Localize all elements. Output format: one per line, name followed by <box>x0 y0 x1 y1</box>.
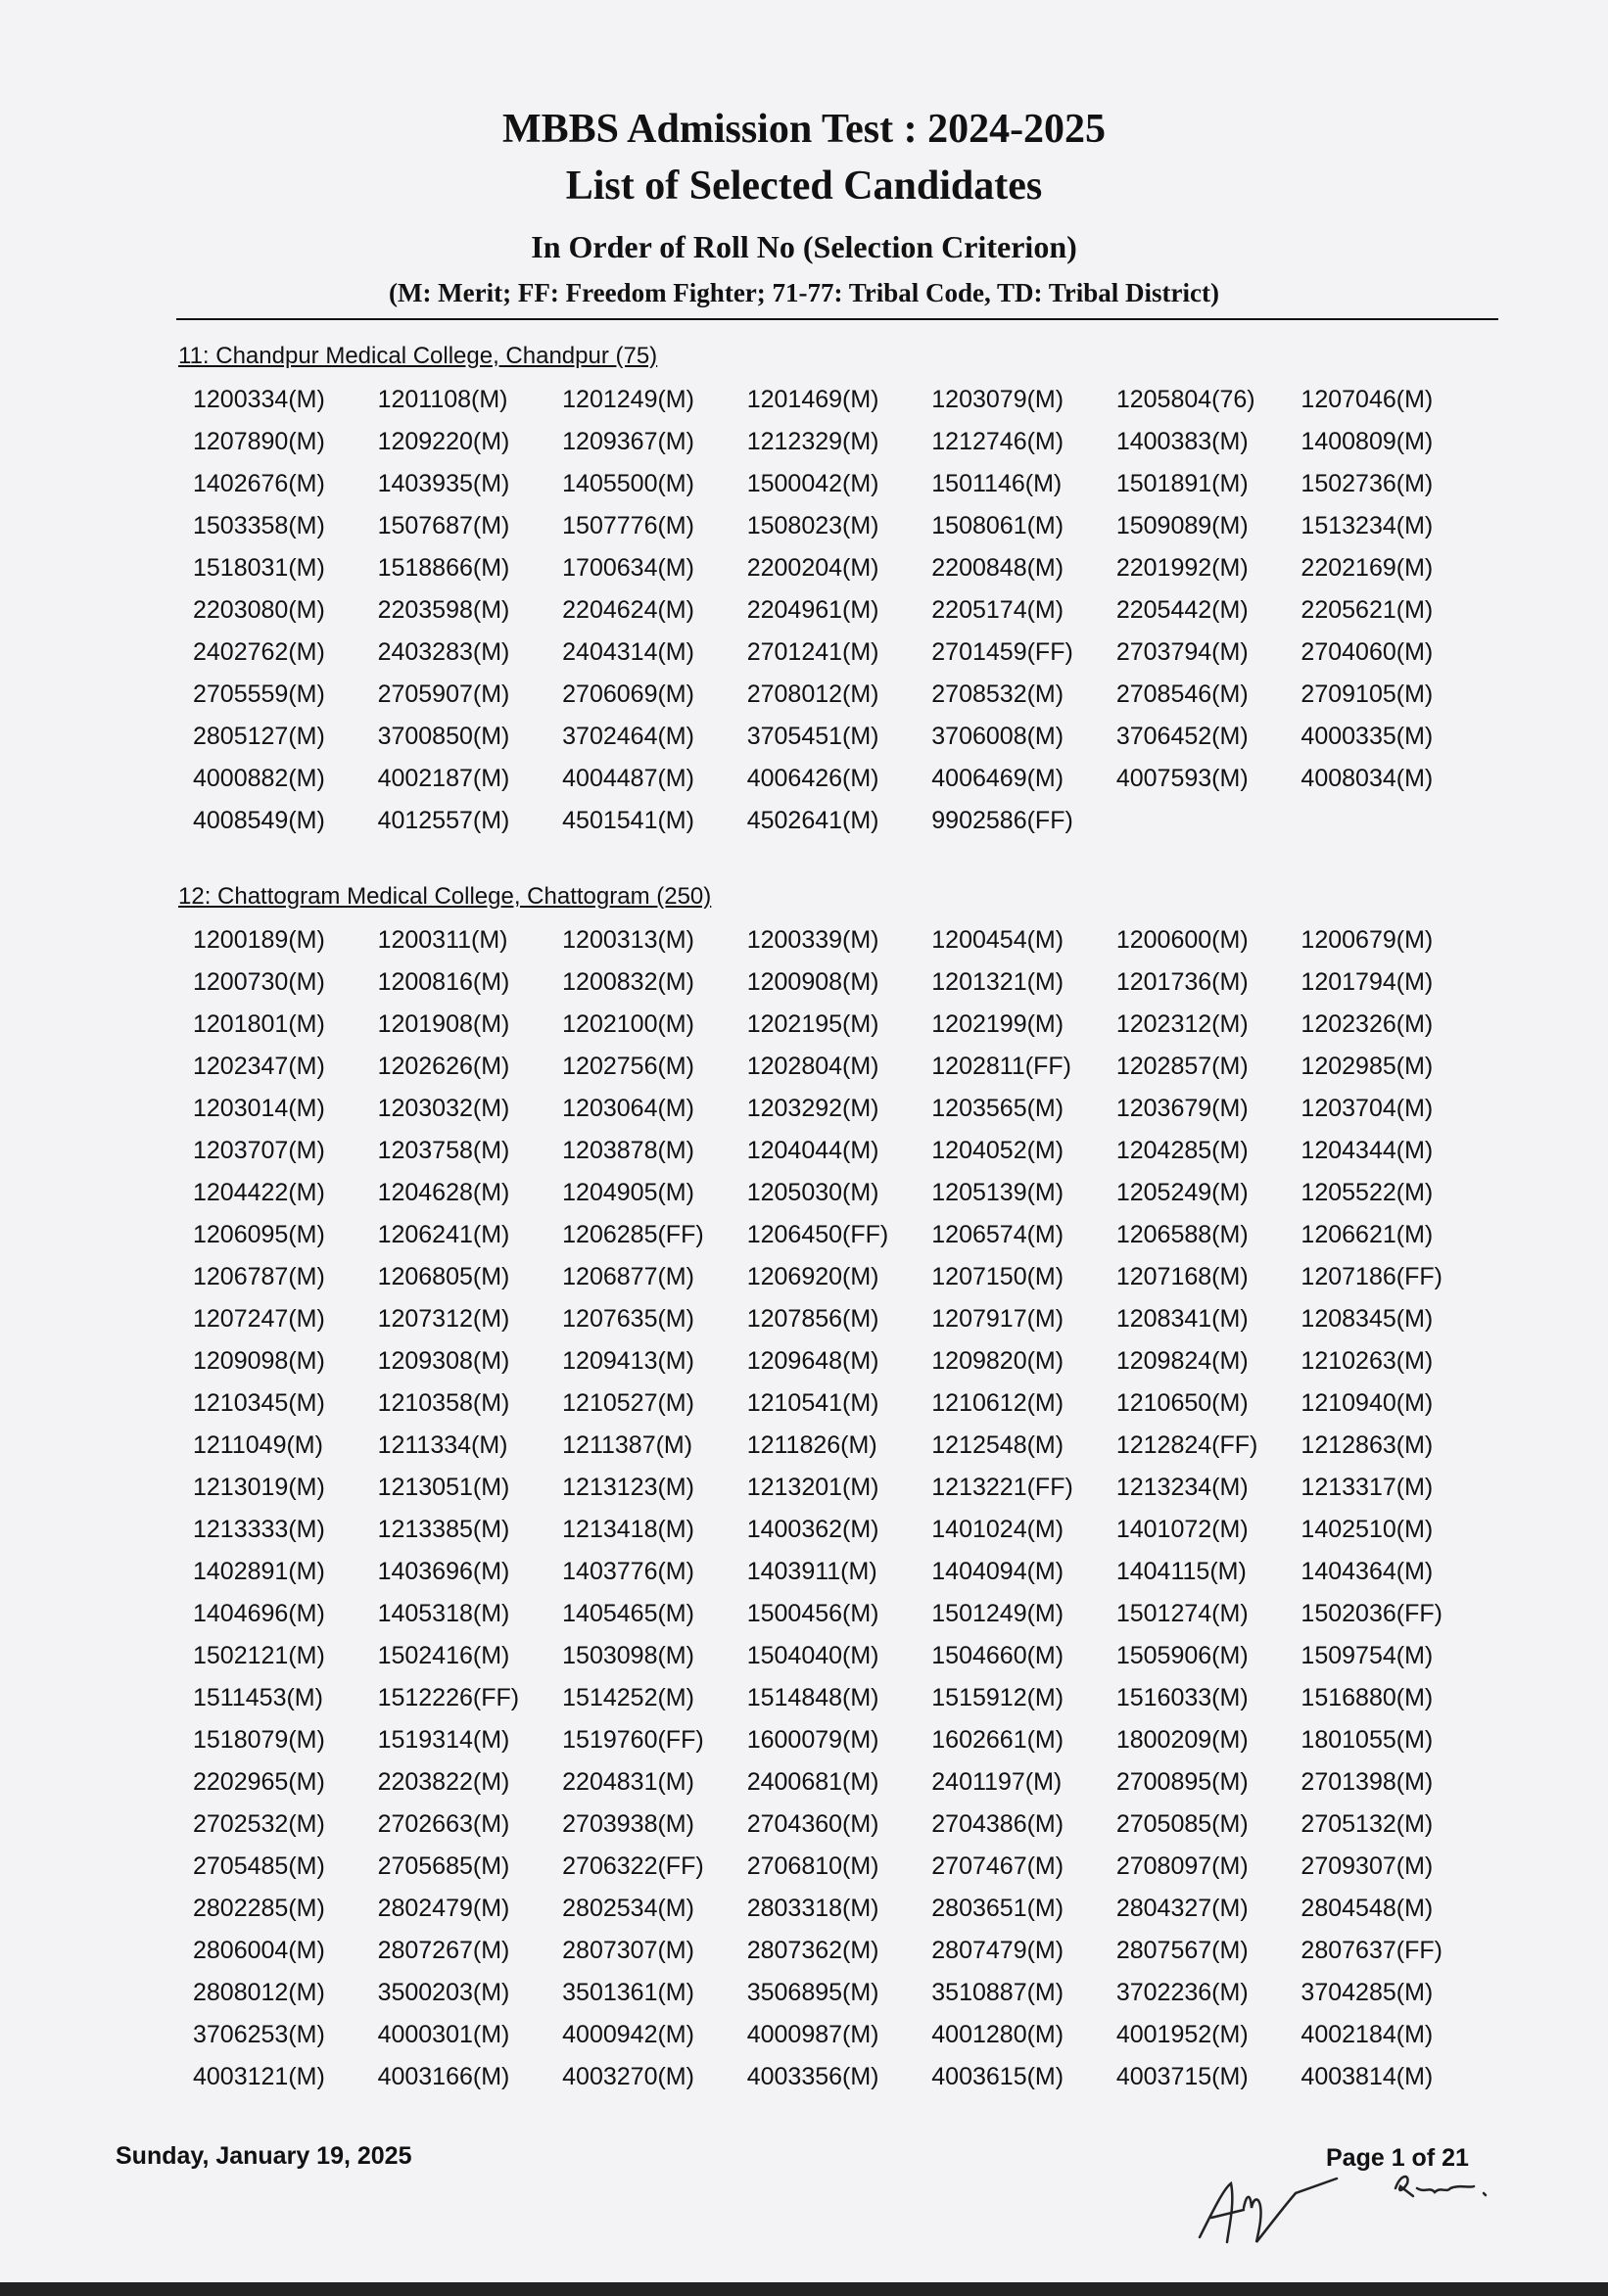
roll-number: 3702464(M) <box>562 723 694 750</box>
roll-number: 1213019(M) <box>193 1474 325 1501</box>
roll-number: 2701398(M) <box>1301 1768 1434 1796</box>
roll-number: 1518031(M) <box>193 554 325 582</box>
roll-number: 1206805(M) <box>377 1263 510 1290</box>
roll-grid-chattogram <box>193 919 1486 2098</box>
roll-number: 1203292(M) <box>746 1095 879 1122</box>
roll-number: 1207856(M) <box>746 1305 879 1333</box>
roll-number: 1211049(M) <box>193 1431 323 1459</box>
roll-number: 2204961(M) <box>746 596 879 624</box>
roll-number: 2803318(M) <box>746 1895 879 1922</box>
roll-number: 2205621(M) <box>1301 596 1434 624</box>
roll-number: 1207046(M) <box>1301 386 1434 413</box>
roll-number: 2802479(M) <box>377 1895 510 1922</box>
roll-number: 1203878(M) <box>562 1137 694 1164</box>
roll-number: 1213333(M) <box>193 1516 325 1543</box>
roll-number: 1800209(M) <box>1115 1726 1249 1754</box>
roll-number: 1206450(FF) <box>746 1221 889 1248</box>
roll-number: 2203080(M) <box>193 596 325 624</box>
roll-number: 4502641(M) <box>746 807 879 834</box>
roll-number: 1501274(M) <box>1115 1600 1249 1627</box>
roll-number: 1200313(M) <box>562 926 694 954</box>
roll-number: 1207150(M) <box>931 1263 1064 1290</box>
roll-number: 4012557(M) <box>377 807 510 834</box>
roll-number: 1203014(M) <box>193 1095 325 1122</box>
roll-number: 1213418(M) <box>562 1516 694 1543</box>
roll-number: 3706008(M) <box>931 723 1064 750</box>
roll-number: 1202326(M) <box>1301 1010 1434 1038</box>
roll-number: 2204831(M) <box>562 1768 694 1796</box>
roll-number: 1202312(M) <box>1115 1010 1249 1038</box>
roll-number: 1208341(M) <box>1115 1305 1249 1333</box>
roll-number: 1201108(M) <box>377 386 508 413</box>
roll-number: 1403935(M) <box>377 470 510 497</box>
roll-number: 2803651(M) <box>931 1895 1064 1922</box>
roll-number: 2202965(M) <box>193 1768 325 1796</box>
roll-number: 1202804(M) <box>746 1053 879 1080</box>
roll-number: 1207312(M) <box>377 1305 510 1333</box>
roll-number: 2701241(M) <box>746 638 879 666</box>
roll-number: 1204052(M) <box>931 1137 1064 1164</box>
roll-number: 1211334(M) <box>377 1431 508 1459</box>
legend-line: (M: Merit; FF: Freedom Fighter; 71-77: Tribal Code, TD: Tribal District) <box>388 278 1220 307</box>
roll-number: 1210345(M) <box>193 1389 325 1417</box>
roll-number: 1403911(M) <box>746 1558 877 1585</box>
roll-number: 1201794(M) <box>1301 968 1434 996</box>
roll-number: 1203064(M) <box>562 1095 694 1122</box>
roll-number: 1209824(M) <box>1115 1347 1249 1375</box>
roll-number: 3506895(M) <box>746 1979 879 2006</box>
page-bottom-edge <box>0 2282 1608 2296</box>
roll-number: 2404314(M) <box>562 638 694 666</box>
roll-number: 2203822(M) <box>377 1768 510 1796</box>
roll-number: 4002184(M) <box>1301 2021 1434 2048</box>
roll-number: 1212329(M) <box>746 428 879 455</box>
roll-number: 1202195(M) <box>746 1010 879 1038</box>
roll-number: 2807307(M) <box>562 1937 694 1964</box>
roll-number: 2807479(M) <box>931 1937 1064 1964</box>
roll-number: 1207917(M) <box>931 1305 1064 1333</box>
roll-number: 2204624(M) <box>562 596 694 624</box>
roll-number: 1206621(M) <box>1301 1221 1434 1248</box>
roll-number: 1202985(M) <box>1301 1053 1434 1080</box>
roll-number: 1206241(M) <box>377 1221 510 1248</box>
roll-number: 1212824(FF) <box>1115 1431 1258 1459</box>
roll-number: 1200832(M) <box>562 968 694 996</box>
roll-number: 1200189(M) <box>193 926 325 954</box>
roll-grid-chandpur <box>193 379 1486 842</box>
roll-number: 1508061(M) <box>931 512 1064 539</box>
roll-number: 1206285(FF) <box>562 1221 704 1248</box>
roll-number: 1210541(M) <box>746 1389 879 1417</box>
roll-number: 4001280(M) <box>931 2021 1064 2048</box>
roll-number: 1205804(76) <box>1115 386 1255 413</box>
roll-number: 1209367(M) <box>562 428 694 455</box>
roll-number: 1201469(M) <box>746 386 879 413</box>
document-subtitle: List of Selected Candidates <box>565 164 1043 209</box>
document-title: MBBS Admission Test : 2024-2025 <box>501 107 1107 152</box>
roll-number: 1502736(M) <box>1301 470 1434 497</box>
roll-number: 2804548(M) <box>1301 1895 1434 1922</box>
page-number: Page 1 of 21 <box>1326 2144 1469 2172</box>
roll-number: 2205442(M) <box>1115 596 1249 624</box>
roll-number: 1204905(M) <box>562 1179 694 1206</box>
roll-number: 4003715(M) <box>1115 2063 1249 2090</box>
roll-number: 1700634(M) <box>562 554 694 582</box>
roll-number: 2201992(M) <box>1115 554 1249 582</box>
roll-number: 1502036(FF) <box>1301 1600 1442 1627</box>
roll-number: 1504040(M) <box>746 1642 879 1669</box>
roll-number: 1801055(M) <box>1301 1726 1434 1754</box>
roll-number: 3501361(M) <box>562 1979 694 2006</box>
roll-number: 1519314(M) <box>377 1726 510 1754</box>
roll-number: 2708012(M) <box>746 680 879 708</box>
roll-number: 1213201(M) <box>746 1474 879 1501</box>
roll-number: 2706810(M) <box>746 1852 879 1880</box>
roll-number: 2705132(M) <box>1301 1810 1434 1838</box>
roll-number: 1400362(M) <box>746 1516 879 1543</box>
roll-number: 4004487(M) <box>562 765 694 792</box>
roll-number: 2401197(M) <box>931 1768 1063 1796</box>
roll-number: 1402510(M) <box>1301 1516 1434 1543</box>
roll-number: 2807637(FF) <box>1301 1937 1442 1964</box>
roll-number: 1210940(M) <box>1301 1389 1434 1417</box>
roll-number: 1502121(M) <box>193 1642 325 1669</box>
roll-number: 1507687(M) <box>377 512 510 539</box>
roll-number: 1202199(M) <box>931 1010 1064 1038</box>
roll-number: 4000942(M) <box>562 2021 694 2048</box>
roll-number: 1512226(FF) <box>377 1684 520 1711</box>
roll-number: 1505906(M) <box>1115 1642 1249 1669</box>
roll-number: 2802285(M) <box>193 1895 325 1922</box>
roll-number: 2403283(M) <box>377 638 510 666</box>
roll-number: 1207890(M) <box>193 428 325 455</box>
roll-number: 1204285(M) <box>1115 1137 1249 1164</box>
roll-number: 1400383(M) <box>1115 428 1249 455</box>
roll-number: 1203707(M) <box>193 1137 325 1164</box>
roll-number: 1202100(M) <box>562 1010 694 1038</box>
roll-number: 1210263(M) <box>1301 1347 1434 1375</box>
roll-number: 1404115(M) <box>1115 1558 1247 1585</box>
roll-number: 4003356(M) <box>746 2063 879 2090</box>
roll-number: 3704285(M) <box>1301 1979 1434 2006</box>
roll-number: 1602661(M) <box>931 1726 1064 1754</box>
roll-number: 4003615(M) <box>931 2063 1064 2090</box>
roll-number: 1207635(M) <box>562 1305 694 1333</box>
roll-number: 1404696(M) <box>193 1600 325 1627</box>
roll-number: 1210612(M) <box>931 1389 1064 1417</box>
roll-number: 2808012(M) <box>193 1979 325 2006</box>
roll-number: 1205522(M) <box>1301 1179 1434 1206</box>
roll-number: 1515912(M) <box>931 1684 1064 1711</box>
roll-number: 2705559(M) <box>193 680 325 708</box>
roll-number: 1200679(M) <box>1301 926 1434 954</box>
roll-number: 2200204(M) <box>746 554 879 582</box>
roll-number: 1202756(M) <box>562 1053 694 1080</box>
roll-number: 4003814(M) <box>1301 2063 1434 2090</box>
roll-number: 1519760(FF) <box>562 1726 704 1754</box>
header-divider <box>176 318 1498 320</box>
roll-number: 4000301(M) <box>377 2021 510 2048</box>
footer-date: Sunday, January 19, 2025 <box>116 2142 412 2170</box>
roll-number: 1213317(M) <box>1301 1474 1434 1501</box>
roll-number: 4006469(M) <box>931 765 1064 792</box>
roll-number: 1202811(FF) <box>931 1053 1071 1080</box>
roll-number: 4007593(M) <box>1115 765 1249 792</box>
roll-number: 2705485(M) <box>193 1852 325 1880</box>
roll-number: 4008549(M) <box>193 807 325 834</box>
roll-number: 1203679(M) <box>1115 1095 1249 1122</box>
roll-number: 1401072(M) <box>1115 1516 1249 1543</box>
roll-number: 1211387(M) <box>562 1431 693 1459</box>
roll-number: 2705907(M) <box>377 680 510 708</box>
roll-number: 2807362(M) <box>746 1937 879 1964</box>
roll-number: 1212863(M) <box>1301 1431 1434 1459</box>
roll-number: 2700895(M) <box>1115 1768 1249 1796</box>
roll-number: 4000882(M) <box>193 765 325 792</box>
roll-number: 1212746(M) <box>931 428 1064 455</box>
roll-number: 9902586(FF) <box>931 807 1073 834</box>
roll-number: 1209648(M) <box>746 1347 879 1375</box>
roll-number: 1213051(M) <box>377 1474 510 1501</box>
roll-number: 1509754(M) <box>1301 1642 1434 1669</box>
roll-number: 2205174(M) <box>931 596 1064 624</box>
roll-number: 1209413(M) <box>562 1347 694 1375</box>
roll-number: 1516880(M) <box>1301 1684 1434 1711</box>
roll-number: 1203079(M) <box>931 386 1064 413</box>
roll-number: 2705685(M) <box>377 1852 510 1880</box>
roll-number: 1200816(M) <box>377 968 510 996</box>
roll-number: 1502416(M) <box>377 1642 510 1669</box>
roll-number: 1200334(M) <box>193 386 325 413</box>
roll-number: 1405318(M) <box>377 1600 510 1627</box>
roll-number: 2402762(M) <box>193 638 325 666</box>
roll-number: 1404094(M) <box>931 1558 1064 1585</box>
roll-number: 3510887(M) <box>931 1979 1064 2006</box>
roll-number: 1207168(M) <box>1115 1263 1249 1290</box>
roll-number: 3500203(M) <box>377 1979 510 2006</box>
roll-number: 1209220(M) <box>377 428 510 455</box>
roll-number: 1204628(M) <box>377 1179 510 1206</box>
roll-number: 1207247(M) <box>193 1305 325 1333</box>
roll-number: 1209308(M) <box>377 1347 510 1375</box>
roll-number: 1203565(M) <box>931 1095 1064 1122</box>
roll-number: 1205139(M) <box>931 1179 1064 1206</box>
roll-number: 1516033(M) <box>1115 1684 1249 1711</box>
roll-number: 1213221(FF) <box>931 1474 1073 1501</box>
roll-number: 4006426(M) <box>746 765 879 792</box>
roll-number: 1501891(M) <box>1115 470 1249 497</box>
roll-number: 1201736(M) <box>1115 968 1249 996</box>
roll-number: 2706069(M) <box>562 680 694 708</box>
signature <box>1190 2149 1513 2257</box>
roll-number: 1206095(M) <box>193 1221 325 1248</box>
roll-number: 4008034(M) <box>1301 765 1434 792</box>
roll-number: 1504660(M) <box>931 1642 1064 1669</box>
section-title-chandpur: 11: Chandpur Medical College, Chandpur (75) <box>178 343 658 369</box>
roll-number: 1210527(M) <box>562 1389 694 1417</box>
roll-number: 1212548(M) <box>931 1431 1064 1459</box>
roll-number: 2705085(M) <box>1115 1810 1249 1838</box>
roll-number: 2704060(M) <box>1301 638 1434 666</box>
roll-number: 1208345(M) <box>1301 1305 1434 1333</box>
roll-number: 2701459(FF) <box>931 638 1073 666</box>
roll-number: 1210358(M) <box>377 1389 510 1417</box>
roll-number: 1211826(M) <box>746 1431 877 1459</box>
roll-number: 1202347(M) <box>193 1053 325 1080</box>
roll-number: 4001952(M) <box>1115 2021 1249 2048</box>
roll-number: 2707467(M) <box>931 1852 1064 1880</box>
roll-number: 4002187(M) <box>377 765 510 792</box>
roll-number: 1202626(M) <box>377 1053 510 1080</box>
roll-number: 1207186(FF) <box>1301 1263 1442 1290</box>
roll-number: 1501249(M) <box>931 1600 1064 1627</box>
roll-number: 2200848(M) <box>931 554 1064 582</box>
roll-number: 1518079(M) <box>193 1726 325 1754</box>
roll-number: 2806004(M) <box>193 1937 325 1964</box>
roll-number: 1204422(M) <box>193 1179 325 1206</box>
roll-number: 2704360(M) <box>746 1810 879 1838</box>
roll-number: 1402891(M) <box>193 1558 325 1585</box>
roll-number: 4501541(M) <box>562 807 694 834</box>
roll-number: 2202169(M) <box>1301 554 1434 582</box>
roll-number: 1202857(M) <box>1115 1053 1249 1080</box>
roll-number: 2706322(FF) <box>562 1852 704 1880</box>
roll-number: 1403696(M) <box>377 1558 510 1585</box>
roll-number: 1518866(M) <box>377 554 510 582</box>
roll-number: 1213123(M) <box>562 1474 694 1501</box>
roll-number: 1405465(M) <box>562 1600 694 1627</box>
roll-number: 1600079(M) <box>746 1726 879 1754</box>
roll-number: 2704386(M) <box>931 1810 1064 1838</box>
roll-number: 1507776(M) <box>562 512 694 539</box>
roll-number: 1201321(M) <box>931 968 1064 996</box>
roll-number: 1201249(M) <box>562 386 694 413</box>
roll-number: 1200908(M) <box>746 968 879 996</box>
roll-number: 2702663(M) <box>377 1810 510 1838</box>
roll-number: 2203598(M) <box>377 596 510 624</box>
roll-number: 1403776(M) <box>562 1558 694 1585</box>
roll-number: 3705451(M) <box>746 723 879 750</box>
roll-number: 1201908(M) <box>377 1010 510 1038</box>
roll-number: 1404364(M) <box>1301 1558 1434 1585</box>
roll-number: 4000335(M) <box>1301 723 1434 750</box>
roll-number: 2804327(M) <box>1115 1895 1249 1922</box>
roll-number: 1213385(M) <box>377 1516 510 1543</box>
roll-number: 1203032(M) <box>377 1095 510 1122</box>
selection-criteria: In Order of Roll No (Selection Criterion) <box>531 229 1077 264</box>
roll-number: 1200730(M) <box>193 968 325 996</box>
roll-number: 1210650(M) <box>1115 1389 1249 1417</box>
roll-number: 2703938(M) <box>562 1810 694 1838</box>
roll-number: 1509089(M) <box>1115 512 1249 539</box>
roll-number: 1206787(M) <box>193 1263 325 1290</box>
roll-number: 2708532(M) <box>931 680 1064 708</box>
roll-number: 1201801(M) <box>193 1010 325 1038</box>
roll-number: 2400681(M) <box>746 1768 879 1796</box>
roll-number: 2807267(M) <box>377 1937 510 1964</box>
roll-number: 1511453(M) <box>193 1684 323 1711</box>
section-title-chattogram: 12: Chattogram Medical College, Chattogram (250) <box>178 883 712 910</box>
roll-number: 4003121(M) <box>193 2063 325 2090</box>
roll-number: 1200600(M) <box>1115 926 1249 954</box>
roll-number: 1402676(M) <box>193 470 325 497</box>
roll-number: 1205249(M) <box>1115 1179 1249 1206</box>
roll-number: 2709307(M) <box>1301 1852 1434 1880</box>
roll-number: 1514848(M) <box>746 1684 879 1711</box>
roll-number: 1200339(M) <box>746 926 879 954</box>
roll-number: 1203704(M) <box>1301 1095 1434 1122</box>
roll-number: 1400809(M) <box>1301 428 1434 455</box>
roll-number: 1204344(M) <box>1301 1137 1434 1164</box>
roll-number: 2802534(M) <box>562 1895 694 1922</box>
roll-number: 2708097(M) <box>1115 1852 1249 1880</box>
roll-number: 1209820(M) <box>931 1347 1064 1375</box>
roll-number: 2708546(M) <box>1115 680 1249 708</box>
roll-number: 1205030(M) <box>746 1179 879 1206</box>
roll-number: 1200454(M) <box>931 926 1064 954</box>
roll-number: 1500456(M) <box>746 1600 879 1627</box>
roll-number: 1206588(M) <box>1115 1221 1249 1248</box>
roll-number: 1401024(M) <box>931 1516 1064 1543</box>
roll-number: 2805127(M) <box>193 723 325 750</box>
roll-number: 1500042(M) <box>746 470 879 497</box>
roll-number: 3700850(M) <box>377 723 510 750</box>
roll-number: 1508023(M) <box>746 512 879 539</box>
roll-number: 3702236(M) <box>1115 1979 1249 2006</box>
roll-number: 1206877(M) <box>562 1263 694 1290</box>
roll-number: 3706452(M) <box>1115 723 1249 750</box>
roll-number: 1503098(M) <box>562 1642 694 1669</box>
roll-number: 2703794(M) <box>1115 638 1249 666</box>
roll-number: 3706253(M) <box>193 2021 325 2048</box>
roll-number: 2709105(M) <box>1301 680 1434 708</box>
roll-number: 4003166(M) <box>377 2063 510 2090</box>
roll-number: 1203758(M) <box>377 1137 510 1164</box>
roll-number: 1503358(M) <box>193 512 325 539</box>
roll-number: 2702532(M) <box>193 1810 325 1838</box>
roll-number: 1513234(M) <box>1301 512 1434 539</box>
roll-number: 2807567(M) <box>1115 1937 1249 1964</box>
roll-number: 4000987(M) <box>746 2021 879 2048</box>
roll-number: 1213234(M) <box>1115 1474 1249 1501</box>
roll-number: 4003270(M) <box>562 2063 694 2090</box>
roll-number: 1514252(M) <box>562 1684 694 1711</box>
roll-number: 1501146(M) <box>931 470 1063 497</box>
roll-number: 1200311(M) <box>377 926 508 954</box>
roll-number: 1206920(M) <box>746 1263 879 1290</box>
roll-number: 1209098(M) <box>193 1347 325 1375</box>
roll-number: 1405500(M) <box>562 470 694 497</box>
roll-number: 1206574(M) <box>931 1221 1064 1248</box>
roll-number: 1204044(M) <box>746 1137 879 1164</box>
